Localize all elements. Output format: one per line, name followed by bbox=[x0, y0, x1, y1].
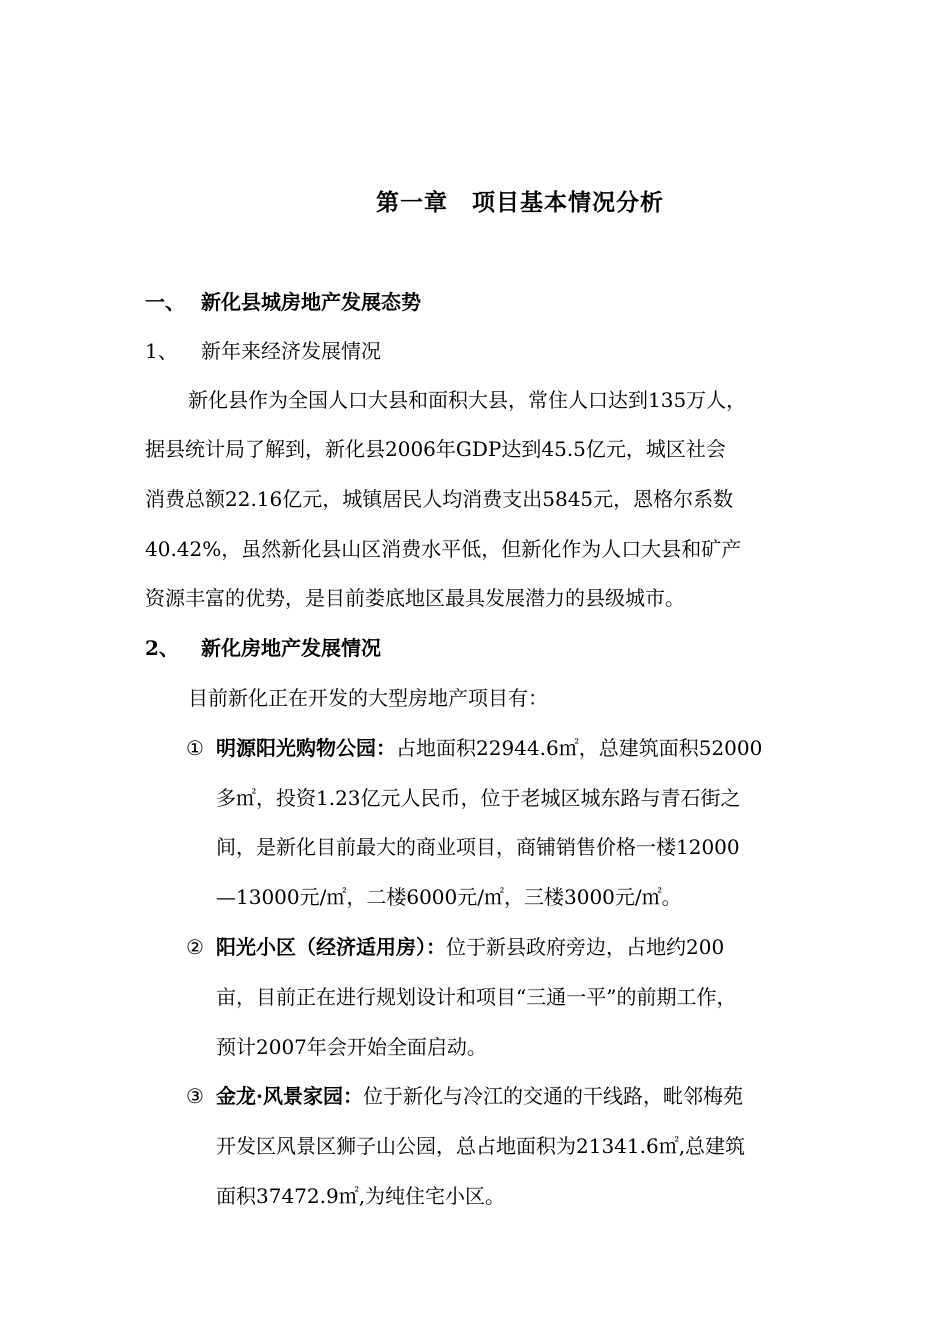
project-text: 位于新县政府旁边，占地约200 bbox=[446, 935, 725, 959]
list-item-line bbox=[216, 1083, 743, 1109]
list-item-line: 面积37472.9㎡,为纯住宅小区。 bbox=[216, 1184, 506, 1208]
chapter-title: 第一章 项目基本情况分析 bbox=[376, 189, 664, 216]
project-text: 占地面积22944.6㎡，总建筑面积52000 bbox=[396, 736, 763, 760]
paragraph-line: 消费总额22.16亿元，城镇居民人均消费支出5845元，恩格尔系数 bbox=[145, 487, 734, 511]
intro-line: 目前新化正在开发的大型房地产项目有： bbox=[188, 686, 548, 710]
list-marker: ① bbox=[186, 736, 204, 760]
list-item-line: 开发区风景区狮子山公园，总占地面积为21341.6㎡,总建筑 bbox=[216, 1134, 746, 1158]
list-item-line: 间，是新化目前最大的商业项目，商铺销售价格一楼12000 bbox=[216, 835, 740, 859]
list-item-line bbox=[216, 934, 724, 960]
project-name: 阳光小区（经济适用房）： bbox=[216, 935, 446, 959]
subsection-heading-1 bbox=[145, 338, 381, 364]
list-item-line bbox=[216, 735, 762, 761]
subsection-number: 1、 bbox=[145, 339, 178, 363]
list-item-line: 预计2007年会开始全面启动。 bbox=[216, 1035, 487, 1059]
project-name: 金龙·风景家园： bbox=[216, 1084, 363, 1108]
subsection-title: 新化房地产发展情况 bbox=[201, 636, 381, 660]
section-title: 新化县城房地产发展态势 bbox=[201, 290, 421, 314]
subsection-heading-2 bbox=[145, 635, 381, 661]
paragraph-line: 40.42%，虽然新化县山区消费水平低，但新化作为人口大县和矿产 bbox=[145, 537, 742, 561]
list-marker: ③ bbox=[186, 1084, 204, 1108]
paragraph-line: 据县统计局了解到，新化县2006年GDP达到45.5亿元，城区社会 bbox=[145, 437, 726, 461]
subsection-title: 新年来经济发展情况 bbox=[201, 339, 381, 363]
project-text: 位于新化与冷江的交通的干线路，毗邻梅苑 bbox=[362, 1084, 743, 1108]
subsection-number: 2、 bbox=[145, 636, 179, 660]
list-marker: ② bbox=[186, 935, 204, 959]
list-item-line: 多㎡，投资1.23亿元人民币，位于老城区城东路与青石街之 bbox=[216, 786, 741, 810]
paragraph-line: 新化县作为全国人口大县和面积大县，常住人口达到135万人， bbox=[188, 388, 747, 412]
section-heading-1 bbox=[145, 289, 421, 315]
section-number: 一、 bbox=[145, 290, 185, 314]
list-item-line: —13000元/㎡，二楼6000元/㎡，三楼3000元/㎡。 bbox=[216, 885, 682, 909]
project-name: 明源阳光购物公园： bbox=[216, 736, 396, 760]
list-item-line: 亩，目前正在进行规划设计和项目“三通一平”的前期工作， bbox=[216, 985, 737, 1009]
paragraph-line: 资源丰富的优势，是目前娄底地区最具发展潜力的县级城市。 bbox=[145, 586, 685, 610]
